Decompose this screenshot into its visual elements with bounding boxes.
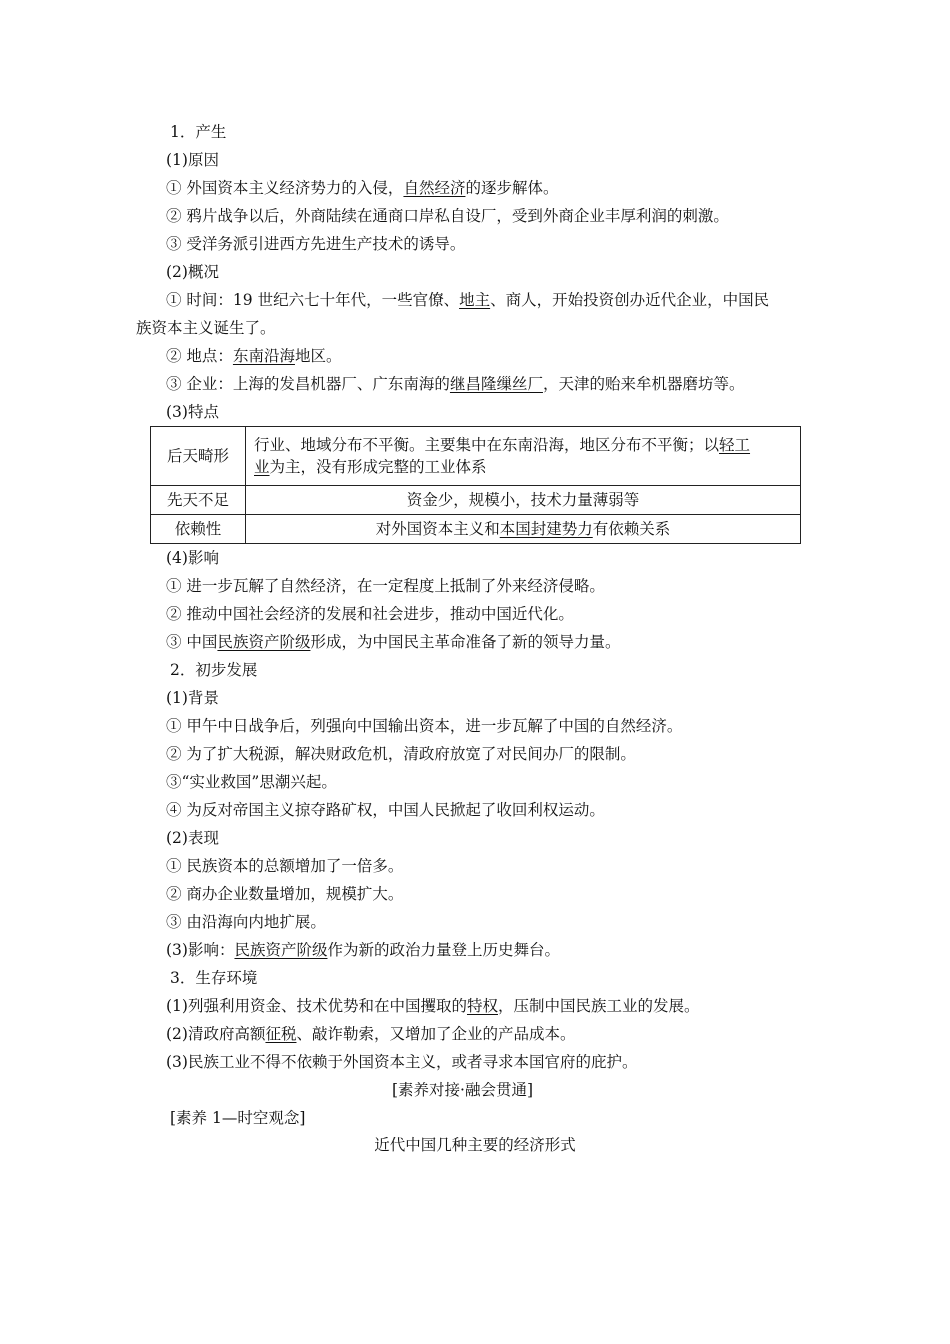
s1-reason-1: ① 外国资本主义经济势力的入侵，自然经济的逐步解体。 bbox=[166, 179, 559, 197]
table-row bbox=[151, 515, 801, 544]
traits-table bbox=[150, 426, 801, 544]
underlined-term: 自然经济 bbox=[403, 179, 466, 197]
s2-show-3: ③ 由沿海向内地扩展。 bbox=[166, 913, 326, 931]
underlined-term: 特权 bbox=[466, 997, 498, 1015]
table-value-cell: 行业、地域分布不平衡。主要集中在东南沿海，地区分布不平衡；以轻工 业为主，没有形成完整的工业体系 bbox=[246, 427, 801, 486]
underlined-term: 地主 bbox=[459, 291, 491, 309]
section-1-title: 1．产生 bbox=[170, 123, 227, 141]
s1-time: ① 时间：19 世纪六七十年代，一些官僚、地主、商人，开始投资创办近代企业，中国民 bbox=[166, 291, 770, 309]
s1-overview-heading: (2)概况 bbox=[166, 263, 219, 281]
table-key-cell: 后天畸形 bbox=[151, 427, 246, 486]
s2-bg-1: ① 甲午中日战争后，列强向中国输出资本，进一步瓦解了中国的自然经济。 bbox=[166, 717, 683, 735]
s1-impact-heading: (4)影响 bbox=[166, 549, 219, 567]
s1-time-continued: 族资本主义诞生了。 bbox=[136, 319, 276, 337]
underlined-term: 继昌隆缫丝厂 bbox=[449, 375, 543, 393]
underlined-term: 征税 bbox=[265, 1025, 297, 1043]
section-banner: [素养对接·融会贯通] bbox=[392, 1081, 534, 1099]
s1-impact-3: ③ 中国民族资产阶级形成，为中国民主革命准备了新的领导力量。 bbox=[166, 633, 621, 651]
s2-show-1: ① 民族资本的总额增加了一倍多。 bbox=[166, 857, 404, 875]
subtitle: 近代中国几种主要的经济形式 bbox=[374, 1136, 576, 1154]
s2-bg-heading: (1)背景 bbox=[166, 689, 219, 707]
s2-show-2: ② 商办企业数量增加，规模扩大。 bbox=[166, 885, 404, 903]
table-row bbox=[151, 427, 801, 486]
s1-enterprise: ③ 企业：上海的发昌机器厂、广东南海的继昌隆缫丝厂，天津的贻来牟机器磨坊等。 bbox=[166, 375, 745, 393]
underlined-term: 民族资产阶级 bbox=[234, 941, 328, 959]
section-2-title: 2．初步发展 bbox=[170, 661, 258, 679]
s2-bg-3: ③“实业救国”思潮兴起。 bbox=[166, 773, 337, 791]
underlined-term: 东南沿海 bbox=[232, 347, 295, 365]
s2-impact: (3)影响：民族资产阶级作为新的政治力量登上历史舞台。 bbox=[166, 941, 560, 959]
s3-item-3: (3)民族工业不得不依赖于外国资本主义，或者寻求本国官府的庇护。 bbox=[166, 1053, 638, 1071]
s1-reason-3: ③ 受洋务派引进西方先进生产技术的诱导。 bbox=[166, 235, 466, 253]
s1-traits-heading: (3)特点 bbox=[166, 403, 219, 421]
table-row bbox=[151, 486, 801, 515]
s1-impact-1: ① 进一步瓦解了自然经济，在一定程度上抵制了外来经济侵略。 bbox=[166, 577, 605, 595]
section-3-title: 3．生存环境 bbox=[170, 969, 258, 987]
table-value-cell: 对外国资本主义和本国封建势力有依赖关系 bbox=[246, 515, 801, 544]
s2-bg-2: ② 为了扩大税源，解决财政危机，清政府放宽了对民间办厂的限制。 bbox=[166, 745, 636, 763]
table-key-cell: 依赖性 bbox=[151, 515, 246, 544]
table-value-cell: 资金少，规模小，技术力量薄弱等 bbox=[246, 486, 801, 515]
underlined-term: 民族资产阶级 bbox=[217, 633, 311, 651]
s2-show-heading: (2)表现 bbox=[166, 829, 219, 847]
s3-item-2: (2)清政府高额征税、敲诈勒索，又增加了企业的产品成本。 bbox=[166, 1025, 576, 1043]
s2-bg-4: ④ 为反对帝国主义掠夺路矿权，中国人民掀起了收回利权运动。 bbox=[166, 801, 605, 819]
s3-item-1: (1)列强利用资金、技术优势和在中国攫取的特权，压制中国民族工业的发展。 bbox=[166, 997, 700, 1015]
s1-impact-2: ② 推动中国社会经济的发展和社会进步，推动中国近代化。 bbox=[166, 605, 574, 623]
s1-place: ② 地点：东南沿海地区。 bbox=[166, 347, 342, 365]
s1-reason-2: ② 鸦片战争以后，外商陆续在通商口岸私自设厂，受到外商企业丰厚利润的刺激。 bbox=[166, 207, 729, 225]
literacy-tag: [素养 1—时空观念] bbox=[170, 1109, 306, 1127]
s1-reason-heading: (1)原因 bbox=[166, 151, 219, 169]
table-key-cell: 先天不足 bbox=[151, 486, 246, 515]
